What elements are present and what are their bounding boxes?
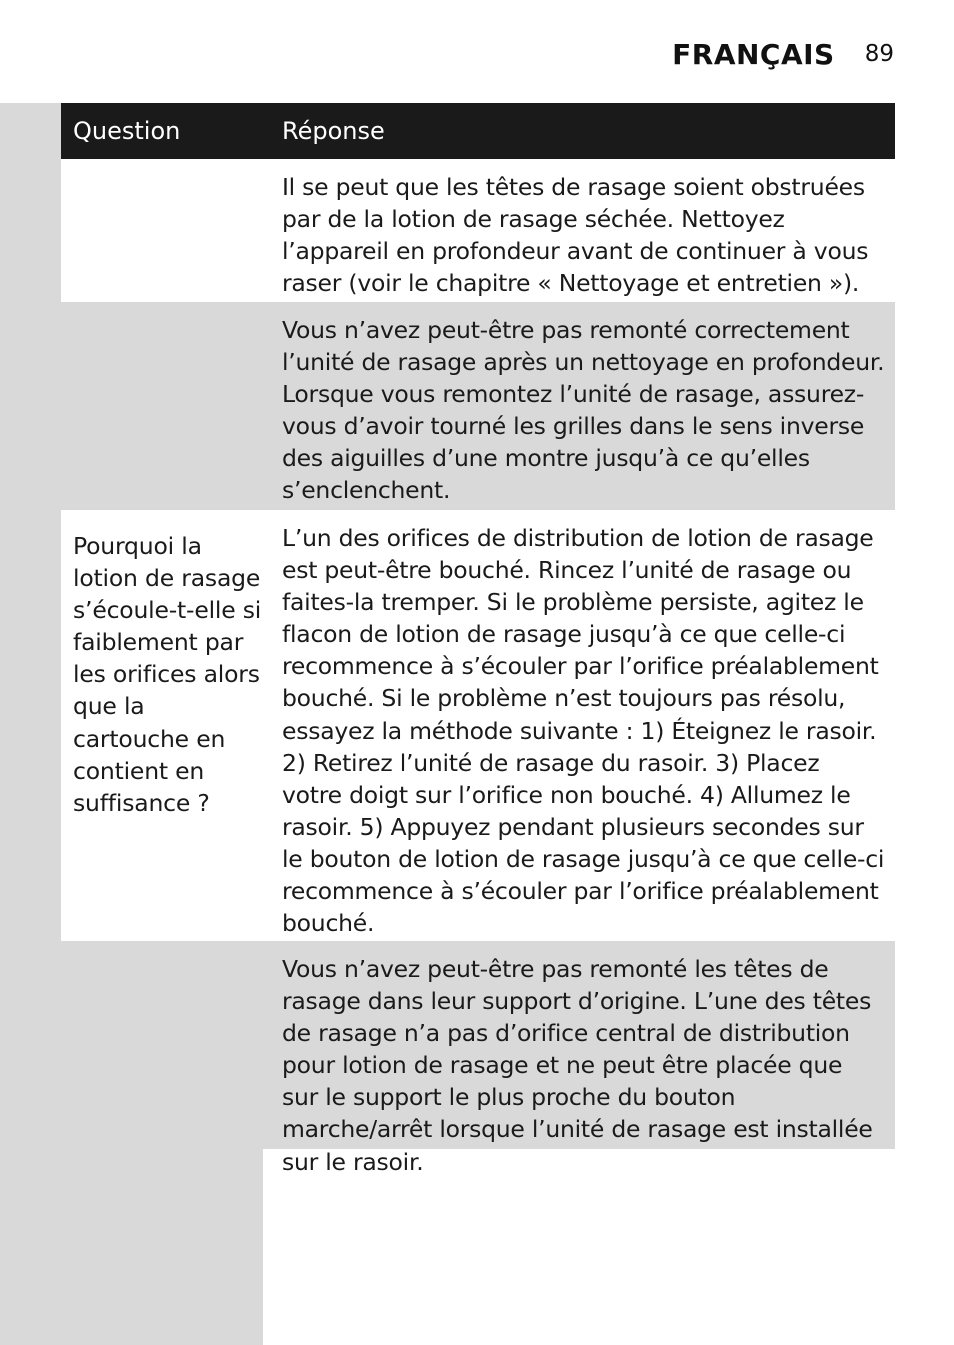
- page-header: [672, 36, 894, 72]
- answer-cell: Il se peut que les têtes de rasage soient obstruées par de la lotion de rasage séchée. Nettoyez l’appareil en profondeur avant de continuer à vous raser (voir le chapitre « Nettoyage et entretien »).: [282, 173, 869, 298]
- table-header: [61, 103, 895, 159]
- question-cell: [61, 159, 270, 302]
- answer-cell: Vous n’avez peut-être pas remonté correctement l’unité de rasage après un nettoyage en profondeur. Lorsque vous remontez l’unité de rasage, assurez-vous d’avoir tourné les grilles dans le sens inverse des aiguilles d’une montre jusqu’à ce qu’elles s’enclenchent.: [282, 316, 885, 505]
- answer-cell: L’un des orifices de distribution de lotion de rasage est peut-être bouché. Rincez l’unité de rasage ou faites-la tremper. Si le problème persiste, agitez le flacon de lotion de rasage jusqu’à ce que celle-ci recommence à s’écouler par l’orifice préalablement bouché. Si le problème n’est toujours pas résolu, essayez la méthode suivante : 1) Éteignez le rasoir. 2) Retirez l’unité de rasage du rasoir. 3) Placez votre doigt sur l’orifice non bouché. 4) Allumez le rasoir. 5) Appuyez pendant plusieurs secondes sur le bouton de lotion de rasage jusqu’à ce que celle-ci recommence à s’écouler par l’orifice préalablement bouché.: [282, 524, 885, 938]
- column-header-question: Question: [73, 117, 181, 145]
- question-cell: Pourquoi la lotion de rasage s’écoule-t-elle si faiblement par les orifices alors que la cartouche en contient en suffisance ?: [73, 532, 262, 817]
- page-number: 89: [864, 41, 894, 67]
- table-row: [61, 302, 895, 510]
- table-row: [61, 510, 895, 941]
- question-cell: [61, 941, 270, 1149]
- faq-table: [61, 103, 895, 1176]
- table-row: [61, 941, 895, 1176]
- language-label: FRANÇAIS: [672, 37, 835, 71]
- table-row: [61, 159, 895, 302]
- question-cell: [61, 302, 270, 510]
- column-header-answer: Réponse: [282, 117, 385, 145]
- answer-cell: Vous n’avez peut-être pas remonté les têtes de rasage dans leur support d’origine. L’une des têtes de rasage n’a pas d’orifice central de distribution pour lotion de rasage et ne peut être placée que sur le support le plus proche du bouton marche/arrêt lorsque l’unité de rasage est installée sur le rasoir.: [282, 955, 873, 1176]
